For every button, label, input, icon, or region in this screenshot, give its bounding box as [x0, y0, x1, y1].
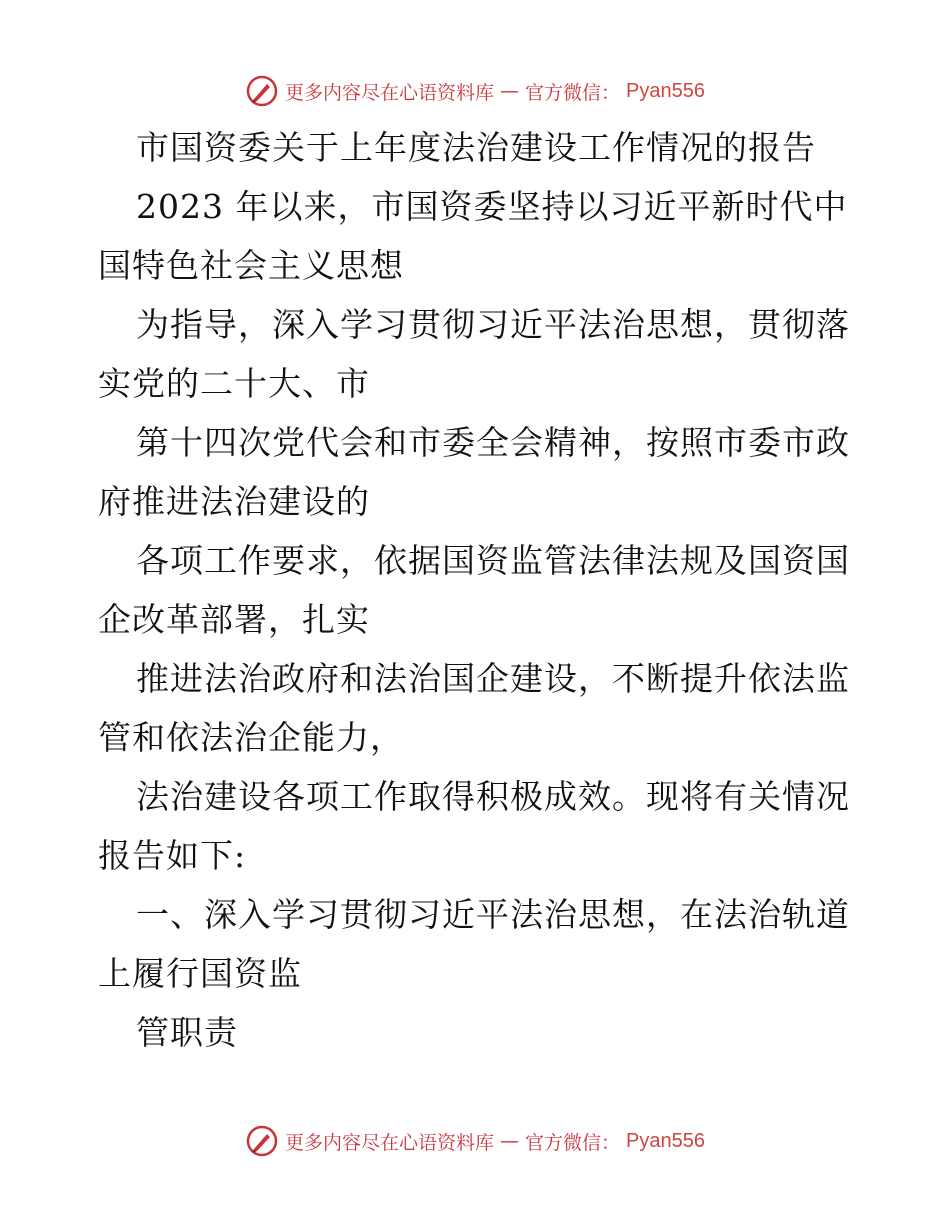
document-line: 上履行国资监: [98, 954, 302, 993]
document-line: 2023 年以来，市国资委坚持以习近平新时代中: [136, 187, 848, 226]
watermark-text: 更多内容尽在心语资料库: [285, 1131, 495, 1154]
document-line: 为指导，深入学习贯彻习近平法治思想，贯彻落: [136, 305, 850, 344]
document-line: 报告如下:: [98, 836, 247, 875]
document-line: 第十四次党代会和市委全会精神，按照市委市政: [136, 423, 850, 462]
watermark-text: 更多内容尽在心语资料库: [285, 81, 495, 104]
document-line: 国特色社会主义思想: [98, 246, 404, 285]
document-line: 推进法治政府和法治国企建设，不断提升依法监: [136, 659, 850, 698]
watermark-separator: —: [500, 80, 520, 102]
document-line: 法治建设各项工作取得积极成效。现将有关情况: [136, 777, 850, 816]
document-line: 企改革部署，扎实: [98, 600, 370, 639]
watermark-account: Pyan556: [626, 1129, 705, 1152]
pen-logo-icon: [245, 1124, 279, 1158]
watermark-label: 官方微信：: [525, 1131, 621, 1154]
watermark-label: 官方微信：: [525, 81, 621, 104]
document-line: 实党的二十大、市: [98, 364, 370, 403]
document-line: 各项工作要求，依据国资监管法律法规及国资国: [136, 541, 850, 580]
watermark-footer: [0, 1124, 950, 1158]
document-line: 一、深入学习贯彻习近平法治思想，在法治轨道: [136, 895, 850, 934]
document-line: 市国资委关于上年度法治建设工作情况的报告: [136, 128, 816, 167]
document-body: [98, 118, 858, 1062]
watermark-separator: —: [500, 1130, 520, 1152]
document-line: 管职责: [136, 1013, 238, 1052]
document-line: 府推进法治建设的: [98, 482, 370, 521]
watermark-account: Pyan556: [626, 79, 705, 102]
pen-logo-icon: [245, 74, 279, 108]
watermark-header: [0, 74, 950, 108]
document-line: 管和依法治企能力，: [98, 718, 404, 757]
